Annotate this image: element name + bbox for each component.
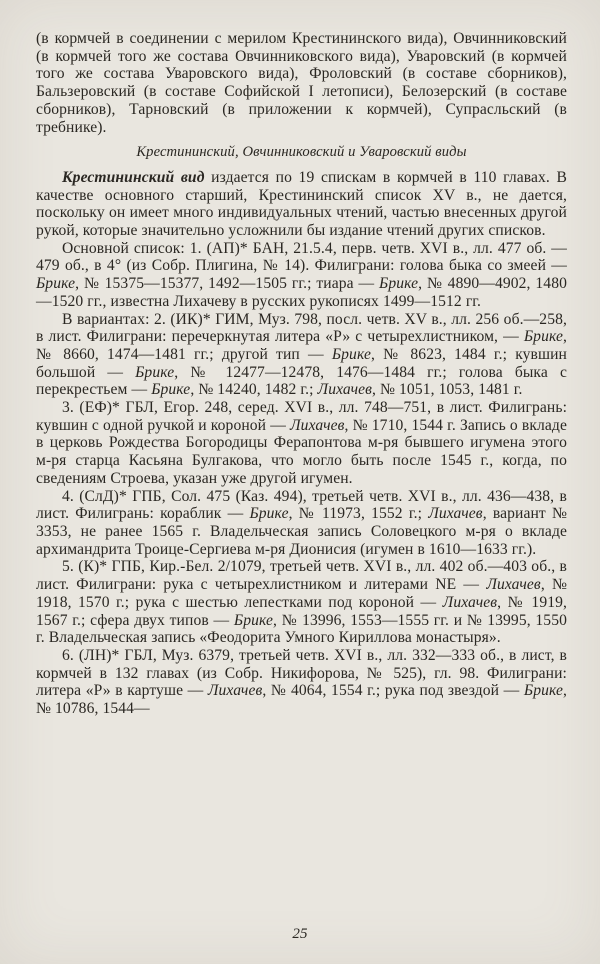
text-segment: , № 1051, 1053, 1481 г. — [372, 381, 523, 399]
text-segment: Лихачев — [442, 593, 498, 611]
text-segment: (в кормчей в соединении с мерилом Крестининского вида), Овчинниковский (в кормчей того же состава Овчинниковского вида), Уваровский (в кормчей того же состава Уваровского вида), Фроловский (в составе сборников), Бальзеровский (в составе Софийской I летописи), Белозерский (в составе сборников), Тарновский (в приложении к кормчей), Супрасльский (в требнике). — [36, 30, 567, 136]
text-segment: Брике — [36, 275, 76, 293]
paragraph — [36, 399, 567, 488]
text-segment: Лихачев — [428, 505, 483, 523]
text-segment: 4. (СлД)* ГПБ, Сол. 475 (Каз. 494), третьей четв. XVI в., лл. 436—438, в лист. Филигрань: кораблик — — [36, 487, 567, 523]
paragraph — [36, 647, 567, 718]
paragraph — [36, 488, 567, 559]
text-segment: , № 4890—4902, 1480—1520 гг., известна Лихачеву в русских рукописях 1499—1512 гг. — [36, 275, 567, 310]
page-number: 25 — [292, 926, 308, 943]
text-segment: Лихачев — [207, 682, 263, 700]
text-segment: Основной список: 1. (АП)* БАН, 21.5.4, перв. четв. XVI в., лл. 477 об. — 479 об., в 4° (из Собр. Плигина, № 14). Филиграни: голова быка со змеей — — [36, 239, 567, 275]
text-segment: Лихачев — [290, 416, 345, 434]
text-segment: , № 15375—15377, 1492—1505 гг.; тиара — — [75, 275, 380, 293]
text-before-heading — [36, 30, 567, 136]
paragraph — [36, 169, 567, 240]
text-segment: Лихачев — [317, 381, 373, 399]
text-segment: , № 13996, 1553—1555 гг. и № 13995, 1550 г. Владельческая запись «Феодорита Умного Кириллова монастыря». — [36, 611, 567, 647]
text-segment: , № 12477—12478, 1476—1484 гг.; голова быка с перекрестьем — — [36, 363, 567, 399]
section-heading: Крестининский, Овчинниковский и Уваровский виды — [136, 144, 467, 161]
text-segment: Брике — [249, 505, 289, 523]
text-segment: В вариантах: 2. (ИК)* ГИМ, Муз. 798, посл. четв. XV в., лл. 256 об.—258, в лист. Филиграни: перечеркнутая литера «Р» с четырехлистником, — — [36, 310, 567, 346]
paragraph — [36, 240, 567, 311]
text-segment: Брике — [379, 275, 419, 293]
text-segment: , № 11973, 1552 г.; — [288, 505, 429, 523]
paragraph — [36, 558, 567, 647]
text-segment: Брике — [331, 345, 371, 363]
text-segment: , № 10786, 1544— — [36, 682, 568, 718]
paragraph — [36, 30, 567, 136]
text-segment: Брике — [523, 682, 564, 700]
text-segment: , № 1919, 1567 г.; сфера двух типов — — [36, 593, 568, 629]
text-segment: 3. (ЕФ)* ГБЛ, Егор. 248, серед. XVI в., лл. 748—751, в лист. Филигрань: кувшин с одной ручкой и короной — — [36, 399, 567, 434]
text-after-heading — [36, 169, 567, 718]
text-segment: , № 1918, 1570 г.; рука с шестью лепестками под короной — — [36, 576, 567, 611]
text-segment: , № 1710, 1544 г. Запись о вкладе в церковь Рождества Богородицы Ферапонтова м-ря бывшего игумена этого м-ря старца Касьяна Булгакова, что могло быть после 1545 г., когда, по сведениям Строева, указан уже другой игумен. — [36, 416, 567, 487]
text-segment: , № 8623, 1484 г.; кувшин большой — — [36, 345, 568, 381]
text-segment: Брике — [523, 328, 563, 346]
text-segment: , № 14240, 1482 г.; — [190, 381, 318, 399]
paragraph — [36, 311, 567, 400]
text-segment: Брике — [151, 381, 191, 399]
text-segment: Лихачев — [486, 576, 541, 594]
text-segment: 6. (ЛН)* ГБЛ, Муз. 6379, третьей четв. XVI в., лл. 332—333 об., в лист, в кормчей в 132 главах (из Собр. Никифорова, № 525), гл. 98. Филиграни: литера «Р» в картуше — — [36, 646, 567, 700]
text-segment: , вариант № 3353, не ранее 1565 г. Владельческая запись Соловецкого м-ря о вкладе архимандрита Троице-Сергиева м-ря Дионисия (игумен в 1610—1633 гг.). — [36, 505, 567, 558]
text-segment: издается по 19 спискам в кормчей в 110 главах. В качестве основного старший, Крестининский список XV в., не дается, поскольку он имеет много индивидуальных чтений, частью внесенных другой рукой, которые значительно усложнили бы издание чтений других списков. — [36, 168, 567, 240]
text-segment: 5. (К)* ГПБ, Кир.-Бел. 2/1079, третьей четв. XVI в., лл. 402 об.—403 об., в лист. Филиграни: рука с четырехлистником и литерами NE — — [36, 558, 567, 594]
text-segment: , № 4064, 1554 г.; рука под звездой — — [262, 682, 524, 700]
text-segment: , № 8660, 1474—1481 гг.; другой тип — — [36, 328, 567, 363]
text-segment: Крестининский вид — [62, 168, 212, 186]
text-segment: Брике — [135, 363, 175, 381]
text-segment: Брике — [233, 611, 274, 629]
